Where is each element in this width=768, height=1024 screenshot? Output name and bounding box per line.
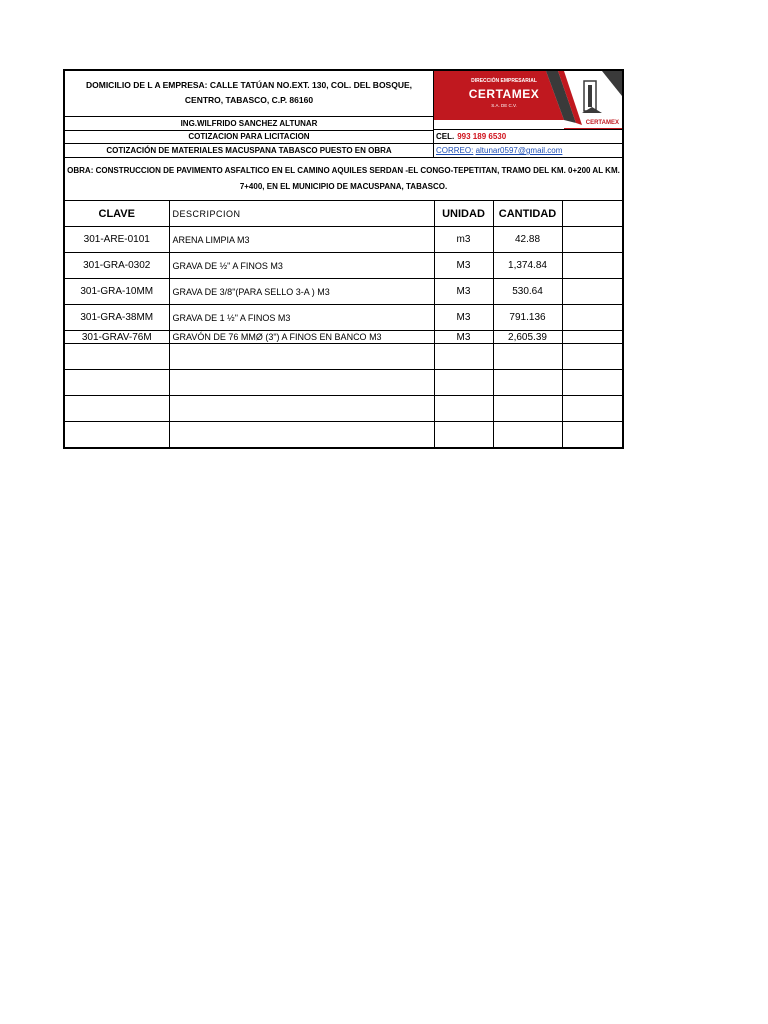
header-left xyxy=(65,71,434,157)
cell-unidad: M3 xyxy=(434,331,493,344)
empty-row xyxy=(65,396,622,422)
header-right xyxy=(434,71,622,157)
quote-type: COTIZACION PARA LICITACION xyxy=(65,131,433,145)
table-header-row xyxy=(65,201,622,227)
header-clave: CLAVE xyxy=(65,201,169,227)
cell-clave: 301-GRAV-76M xyxy=(65,331,169,344)
header-cantidad: CANTIDAD xyxy=(493,201,562,227)
empty-row xyxy=(65,344,622,370)
email-label[interactable]: CORREO: xyxy=(436,146,474,156)
email-row xyxy=(434,144,622,157)
cell-cantidad: 2,605.39 xyxy=(493,331,562,344)
logo-brand: CERTAMEX xyxy=(585,120,619,126)
cell-descripcion: GRAVÓN DE 76 MMØ (3") A FINOS EN BANCO M3 xyxy=(169,331,434,344)
table-row xyxy=(65,279,622,305)
project-description: OBRA: CONSTRUCCION DE PAVIMENTO ASFALTICO EN EL CAMINO AQUILES SERDAN -EL CONGO-TEPETITAN, TRAMO DEL KM. 0+200 AL KM. 7+400, EN EL MUNICIPIO DE MACUSPANA, TABASCO. xyxy=(65,158,622,201)
empty-row xyxy=(65,370,622,396)
cell-extra xyxy=(562,331,622,344)
cell-extra xyxy=(562,253,622,279)
quote-subject: COTIZACIÓN DE MATERIALES MACUSPANA TABASCO PUESTO EN OBRA xyxy=(106,146,392,156)
cell-clave: 301-GRA-38MM xyxy=(65,305,169,331)
header-unidad: UNIDAD xyxy=(434,201,493,227)
header-descripcion: DESCRIPCION xyxy=(169,201,434,227)
cell-cantidad: 791.136 xyxy=(493,305,562,331)
cell-unidad: M3 xyxy=(434,253,493,279)
cell-cantidad: 530.64 xyxy=(493,279,562,305)
engineer-name: ING.WILFRIDO SANCHEZ ALTUNAR xyxy=(65,117,433,131)
cell-extra xyxy=(562,227,622,253)
empty-row xyxy=(65,422,622,448)
logo-name: CERTAMEX xyxy=(468,87,540,101)
company-logo xyxy=(434,71,622,130)
phone-value: 993 189 6530 xyxy=(457,132,507,142)
table-row xyxy=(65,305,622,331)
cell-unidad: m3 xyxy=(434,227,493,253)
table-row xyxy=(65,331,622,344)
cell-cantidad: 42.88 xyxy=(493,227,562,253)
header-extra xyxy=(562,201,622,227)
phone-row xyxy=(434,130,622,144)
cell-cantidad: 1,374.84 xyxy=(493,253,562,279)
quotation-sheet xyxy=(63,69,624,449)
cell-descripcion: GRAVA DE ½" A FINOS M3 xyxy=(169,253,434,279)
cell-unidad: M3 xyxy=(434,305,493,331)
table-row xyxy=(65,253,622,279)
cell-clave: 301-GRA-0302 xyxy=(65,253,169,279)
cell-descripcion: ARENA LIMPIA M3 xyxy=(169,227,434,253)
logo-suffix: S.A. DE C.V. xyxy=(491,103,517,108)
logo-subtitle: DIRECCIÓN EMPRESARIAL xyxy=(471,78,537,84)
table-row xyxy=(65,227,622,253)
materials-table xyxy=(65,201,622,447)
phone-label: CEL. xyxy=(436,132,455,142)
cell-clave: 301-GRA-10MM xyxy=(65,279,169,305)
company-address: DOMICILIO DE L A EMPRESA: CALLE TATÚAN NO.EXT. 130, COL. DEL BOSQUE, CENTRO, TABASCO, C.P. 86160 xyxy=(65,71,433,117)
cell-unidad: M3 xyxy=(434,279,493,305)
cell-descripcion: GRAVA DE 3/8"(PARA SELLO 3-A ) M3 xyxy=(169,279,434,305)
email-link[interactable]: altunar0597@gmail.com xyxy=(475,146,563,156)
cell-extra xyxy=(562,305,622,331)
cell-extra xyxy=(562,279,622,305)
cell-clave: 301-ARE-0101 xyxy=(65,227,169,253)
header xyxy=(65,71,622,158)
cell-descripcion: GRAVA DE 1 ½" A FINOS M3 xyxy=(169,305,434,331)
